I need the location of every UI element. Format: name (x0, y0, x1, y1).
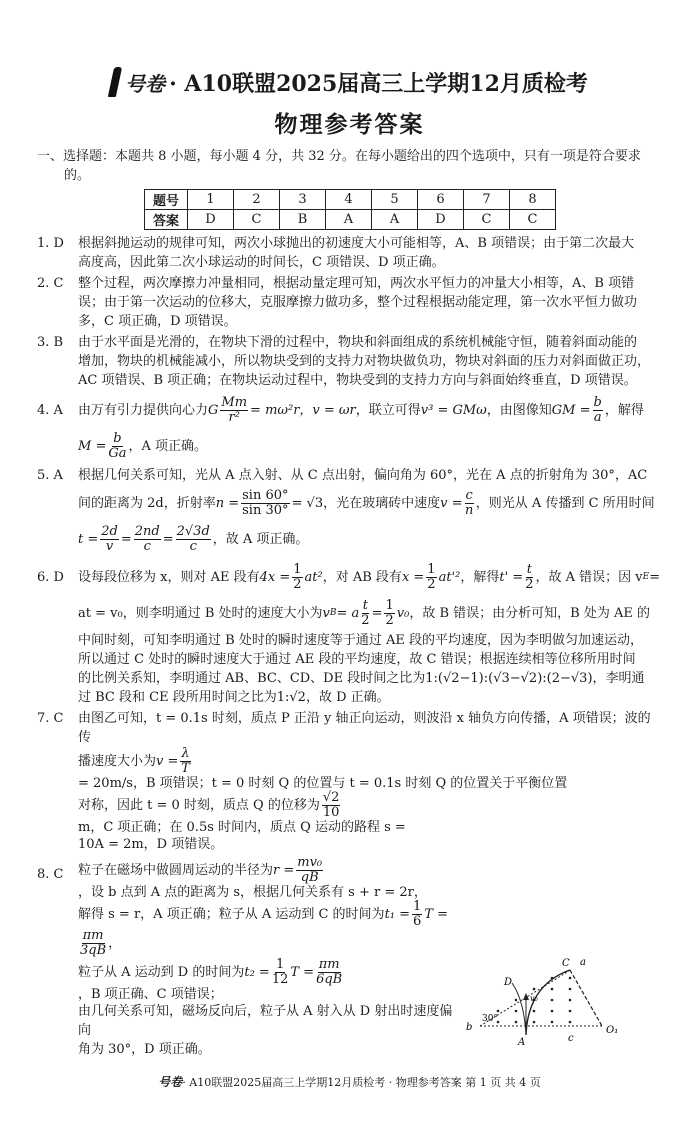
item-number: 8. C (37, 867, 64, 882)
brand-logo: 号卷 (111, 67, 165, 97)
table-cell: 4 (326, 190, 372, 210)
table-cell: D (418, 210, 464, 230)
title-text: · A10联盟2025届高三上学期12月质检考 (169, 70, 588, 97)
item-line: 粒子从 A 运动到 D 的时间为 t₂ = $\frac{1}{12}$ T = $\frac{\pi m}{6qB}$ ，B 项正确、C 项错误； (78, 957, 343, 1002)
table-cell: B (280, 210, 326, 230)
item-line: 的比例关系知，李明通过 AB、BC、CD、DE 段时间之比为1:(√2−1):(√3−√2):(2−√3)，李明通 (78, 671, 645, 686)
radius-dashed (570, 970, 602, 1026)
item-line: 播速度大小为 v = $\frac{\lambda}{T}$ = 20m/s，B 项错误；t = 0 时刻 Q 的位置与 t = 0.1s 时刻 Q 的位置关于平衡位置 (78, 746, 568, 791)
label-A: A (518, 1037, 526, 1048)
fraction: $\frac{\pi m}{3qB}$ (80, 928, 107, 958)
answer-item-5 (37, 466, 662, 557)
footer-logo: 号卷 (158, 1075, 183, 1089)
fraction: $\frac{1}{2}$ (427, 561, 436, 592)
answer-item-8 (37, 856, 662, 1059)
section-heading-cont: 的。 (64, 168, 91, 183)
answer-table (144, 189, 556, 230)
item-line: 由几何关系可知，磁场反向后，粒子从 A 射入从 D 射出时速度偏向 (78, 1004, 453, 1038)
item-line: 误；由于第一次运动的位移大，克服摩擦力做功多，整个过程根据动能定理，第一次水平恒力做功 (78, 295, 638, 310)
item-line: 设每段位移为 x，则对 AE 段有 4x = $\frac{1}{2}$ at² ，对 AB 段有 x = $\frac{1}{2}$ at'² ，解得 t' = $\frac{t}{2}$ ，故 A 错误；因 v E = (78, 561, 661, 592)
item-number: 3. B (37, 335, 64, 350)
table-cell: D (188, 210, 234, 230)
fraction: $\frac{1}{2}$ (385, 597, 394, 628)
fraction: $\frac{√2}{10}$ (322, 790, 340, 820)
table-cell: 1 (188, 190, 234, 210)
label-O1: O₁ (606, 1025, 619, 1036)
answer-item-4 (37, 392, 662, 464)
table-row-numbers (145, 190, 556, 210)
page-footer (37, 1073, 662, 1090)
item-line: 多，C 项正确，D 项错误。 (78, 314, 237, 329)
item-line: 增加，物块的机械能减小，所以物块受到的支持力对物块做负功，物块对斜面的压力对斜面做正功， (78, 354, 651, 369)
table-cell: 7 (464, 190, 510, 210)
item-line: 根据斜抛运动的规律可知，两次小球抛出的初速度大小可能相等，A、B 项错误；由于第二次最大 (78, 236, 635, 251)
table-cell: 3 (280, 190, 326, 210)
item-number: 7. C (37, 711, 64, 726)
item-line: 过 BC 段和 CE 段所用时间之比为1:√2，故 D 正确。 (78, 690, 390, 705)
magnetic-field-diagram (462, 955, 662, 1055)
label-b: b (466, 1022, 473, 1033)
item-line: 对称，因此 t = 0 时刻，质点 Q 的位移为 $\frac{√2}{10}$ m，C 项正确；在 0.5s 时间内，质点 Q 运动的路程 s = (78, 790, 406, 835)
fraction: $\frac{t}{2}$ (525, 561, 534, 592)
row-label: 答案 (145, 210, 188, 230)
fraction: $\frac{2√3d}{c}$ (176, 523, 210, 554)
item-line: 由图乙可知，t = 0.1s 时刻，质点 P 正沿 y 轴正向运动，则波沿 x 轴负方向传播，A 项错误；波的传 (78, 711, 651, 745)
item-line: AC 项错误、B 项正确；在物块运动过程中，物块受到的支持力方向与斜面始终垂直，D 项错误。 (78, 373, 637, 388)
fraction: $\frac{1}{12}$ (271, 957, 289, 987)
label-a: a (580, 957, 586, 968)
item-number: 6. D (37, 570, 64, 585)
table-cell: C (464, 210, 510, 230)
label-D: D (504, 977, 513, 988)
answer-item-2 (37, 274, 662, 331)
table-cell: 2 (234, 190, 280, 210)
label-angle: 30° (482, 1014, 498, 1024)
table-cell: 5 (372, 190, 418, 210)
table-cell: 8 (510, 190, 556, 210)
item-line: t = $\frac{2d}{v}$ = $\frac{2nd}{c}$ = $\frac{2√3d}{c}$ ，故 A 项正确。 (78, 523, 309, 554)
footer-text: · A10联盟2025届高三上学期12月质检考 · 物理参考答案 第 1 页 共 4 页 (182, 1076, 541, 1089)
item-number: 5. A (37, 468, 63, 483)
trajectory-arc-d (512, 983, 526, 1035)
item-line: 10A = 2m，D 项错误。 (78, 837, 224, 852)
item-line: 整个过程，两次摩擦力冲量相同，根据动量定理可知，两次水平恒力的冲量大小相等，A、B 项错 (78, 276, 635, 291)
item-line: 中间时刻，可知李明通过 B 处时的瞬时速度等于通过 AE 段的平均速度，因为李明做匀加速运动， (78, 633, 643, 648)
item-line: 根据几何关系可知，光从 A 点入射、从 C 点出射，偏向角为 60°，光在 A 点的折射角为 30°，AC (78, 468, 648, 483)
table-cell: 6 (418, 190, 464, 210)
fraction: $\frac{t}{2}$ (361, 597, 370, 628)
fraction: $\frac{\pi m}{6qB}$ (316, 957, 343, 987)
table-cell: A (326, 210, 372, 230)
fraction: $\frac{b}{Ga}$ (108, 430, 127, 461)
answer-item-1 (37, 234, 662, 272)
item-line: 间的距离为 2d，折射率 n = $\frac{\sin 60^\circ}{\sin 30^\circ}$ = √3 ，光在玻璃砖中速度 v = $\frac{c}{n}$ ，则光从 A 传播到 C 所用时间 (78, 487, 655, 518)
fraction: $\frac{Mm}{\text{r²}}$ (221, 394, 248, 425)
section-heading: 一、选择题：本题共 8 小题，每小题 4 分，共 32 分。在每小题给出的四个选项中，只有一项是符合要求 (37, 149, 641, 164)
logo-brush-icon (108, 67, 122, 97)
answer-item-6 (37, 559, 662, 707)
item-number: 2. C (37, 276, 64, 291)
table-cell: C (510, 210, 556, 230)
fraction: $\frac{\sin 60^\circ}{\sin 30^\circ}$ (242, 487, 289, 518)
fraction: $\frac{1}{2}$ (293, 561, 302, 592)
answer-item-3 (37, 333, 662, 390)
fraction: $\frac{1}{6}$ (413, 899, 422, 929)
row-label: 题号 (145, 190, 188, 210)
label-c: c (568, 1033, 574, 1044)
document-subtitle: 物理参考答案 (274, 111, 425, 138)
label-C: C (562, 958, 570, 969)
item-number: 1. D (37, 236, 64, 251)
item-line: 粒子在磁场中做圆周运动的半径为 r = $\frac{\text{mv₀}}{qB}$ ，设 b 点到 A 点的距离为 s，根据几何关系有 s + r = 2r， (78, 855, 427, 900)
answer-item-7 (37, 709, 662, 854)
item-line: M = $\frac{b}{Ga}$ ，A 项正确。 (78, 430, 208, 461)
item-line: 角为 30°，D 项正确。 (78, 1042, 211, 1057)
item-line: at = v₀，则李明通过 B 处时的速度大小为 v B = a $\frac{t}{2}$ = $\frac{1}{2}$ v₀ ，故 B 错误；由分析可知，B 处为 AE 的 (78, 597, 650, 628)
fraction: $\frac{c}{n}$ (464, 487, 474, 518)
fraction: $\frac{2nd}{c}$ (134, 523, 160, 554)
table-cell: A (372, 210, 418, 230)
label-v0: v₀ (530, 994, 538, 1003)
document-title (37, 62, 662, 102)
fraction: $\frac{b}{a}$ (593, 394, 602, 425)
item-line: 解得 s = r，A 项正确；粒子从 A 运动到 C 的时间为 t₁ = $\frac{1}{6}$ T = $\frac{\pi m}{3qB}$ ， (78, 899, 449, 958)
item-number: 4. A (37, 403, 63, 418)
table-row-answers (145, 210, 556, 230)
fraction: $\frac{\lambda}{T}$ (181, 746, 190, 776)
item-line: 高度高，因此第二次小球运动的时间长，C 项错误、D 项正确。 (78, 255, 445, 270)
fraction: $\frac{\text{mv₀}}{qB}$ (297, 855, 323, 885)
item-line: 由万有引力提供向心力 G $\frac{Mm}{\text{r²}}$ = mω²r，v = ωr ，联立可得 v³ = GMω ，由图像知 GM = $\frac{b}{a}$ ，解得 (78, 394, 644, 425)
fraction: $\frac{2d}{v}$ (101, 523, 118, 554)
item-line: 由于水平面是光滑的，在物块下滑的过程中，物块和斜面组成的系统机械能守恒，随着斜面动能的 (78, 335, 638, 350)
table-cell: C (234, 210, 280, 230)
item-line: 所以通过 C 处时的瞬时速度大于通过 AE 段的平均速度，故 C 错误；根据连续相等位移所用时间 (78, 652, 636, 667)
